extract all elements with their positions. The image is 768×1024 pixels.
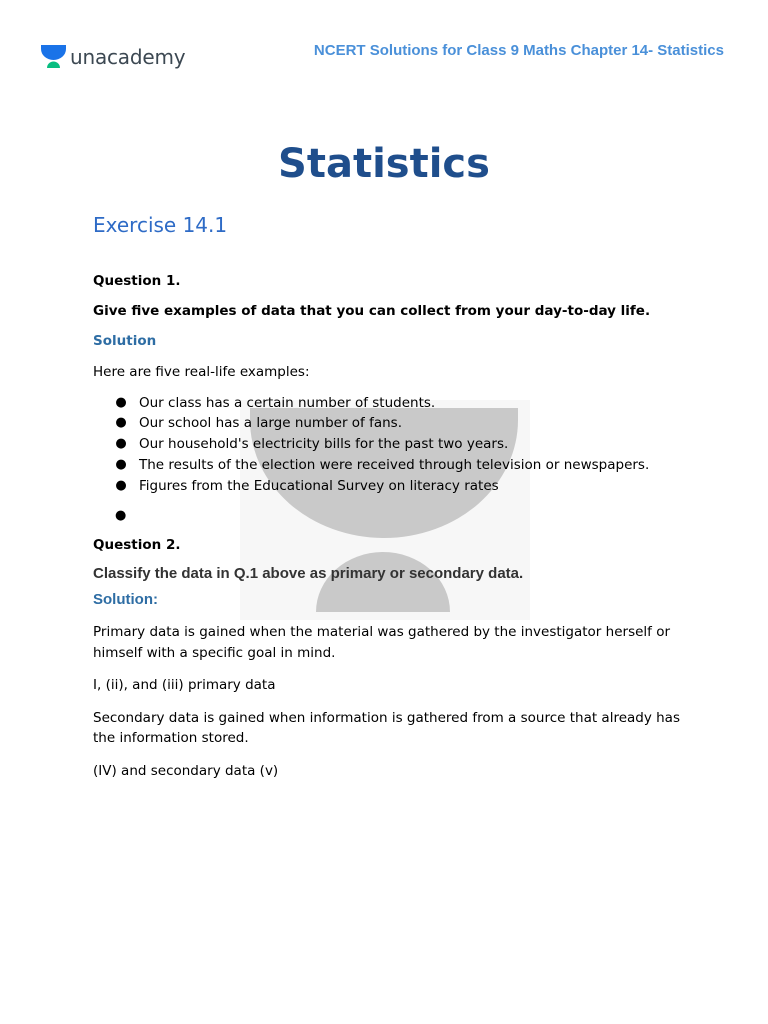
solution-2-paragraph: Secondary data is gained when information is gathered from a source that already has the information stored. bbox=[93, 709, 680, 747]
empty-bullet-icon: ● bbox=[115, 508, 127, 524]
header-title: NCERT Solutions for Class 9 Maths Chapter 14- Statistics bbox=[313, 42, 724, 59]
bullet-icon: ● bbox=[115, 415, 127, 431]
examples-list bbox=[93, 393, 693, 497]
solution-2-paragraph: I, (ii), and (iii) primary data bbox=[93, 677, 276, 694]
solution-2-paragraph: (IV) and secondary data (v) bbox=[93, 762, 279, 779]
unacademy-logo-icon bbox=[40, 43, 68, 71]
question-1-text: Give five examples of data that you can collect from your day-to-day life. bbox=[93, 303, 651, 319]
list-item: ● Figures from the Educational Survey on literacy rates bbox=[115, 476, 693, 497]
list-item: ● The results of the election were received through television or newspapers. bbox=[115, 455, 693, 476]
question-1-label: Question 1. bbox=[93, 273, 181, 289]
list-item: ● Our school has a large number of fans. bbox=[115, 413, 693, 434]
exercise-heading: Exercise 14.1 bbox=[93, 213, 228, 237]
list-item: ● Our class has a certain number of students. bbox=[115, 393, 693, 414]
logo-text: unacademy bbox=[70, 45, 186, 69]
bullet-icon: ● bbox=[115, 394, 127, 410]
bullet-icon: ● bbox=[115, 456, 127, 472]
document-title: Statistics bbox=[278, 141, 490, 187]
brand-logo[interactable] bbox=[40, 43, 185, 71]
page-header bbox=[0, 0, 768, 90]
solution-1-label: Solution bbox=[93, 333, 157, 349]
document-body bbox=[93, 136, 693, 781]
bullet-icon: ● bbox=[115, 477, 127, 493]
solution-2-paragraph: Primary data is gained when the material was gathered by the investigator herself or himself with a specific goal in mind. bbox=[93, 624, 671, 661]
list-item: ● Our household's electricity bills for the past two years. bbox=[115, 434, 693, 455]
question-2-text: Classify the data in Q.1 above as primary or secondary data. bbox=[93, 565, 524, 583]
bullet-icon: ● bbox=[115, 436, 127, 452]
solution-1-intro: Here are five real-life examples: bbox=[93, 364, 310, 380]
solution-2-label: Solution: bbox=[93, 591, 158, 609]
question-2-label: Question 2. bbox=[93, 537, 181, 554]
